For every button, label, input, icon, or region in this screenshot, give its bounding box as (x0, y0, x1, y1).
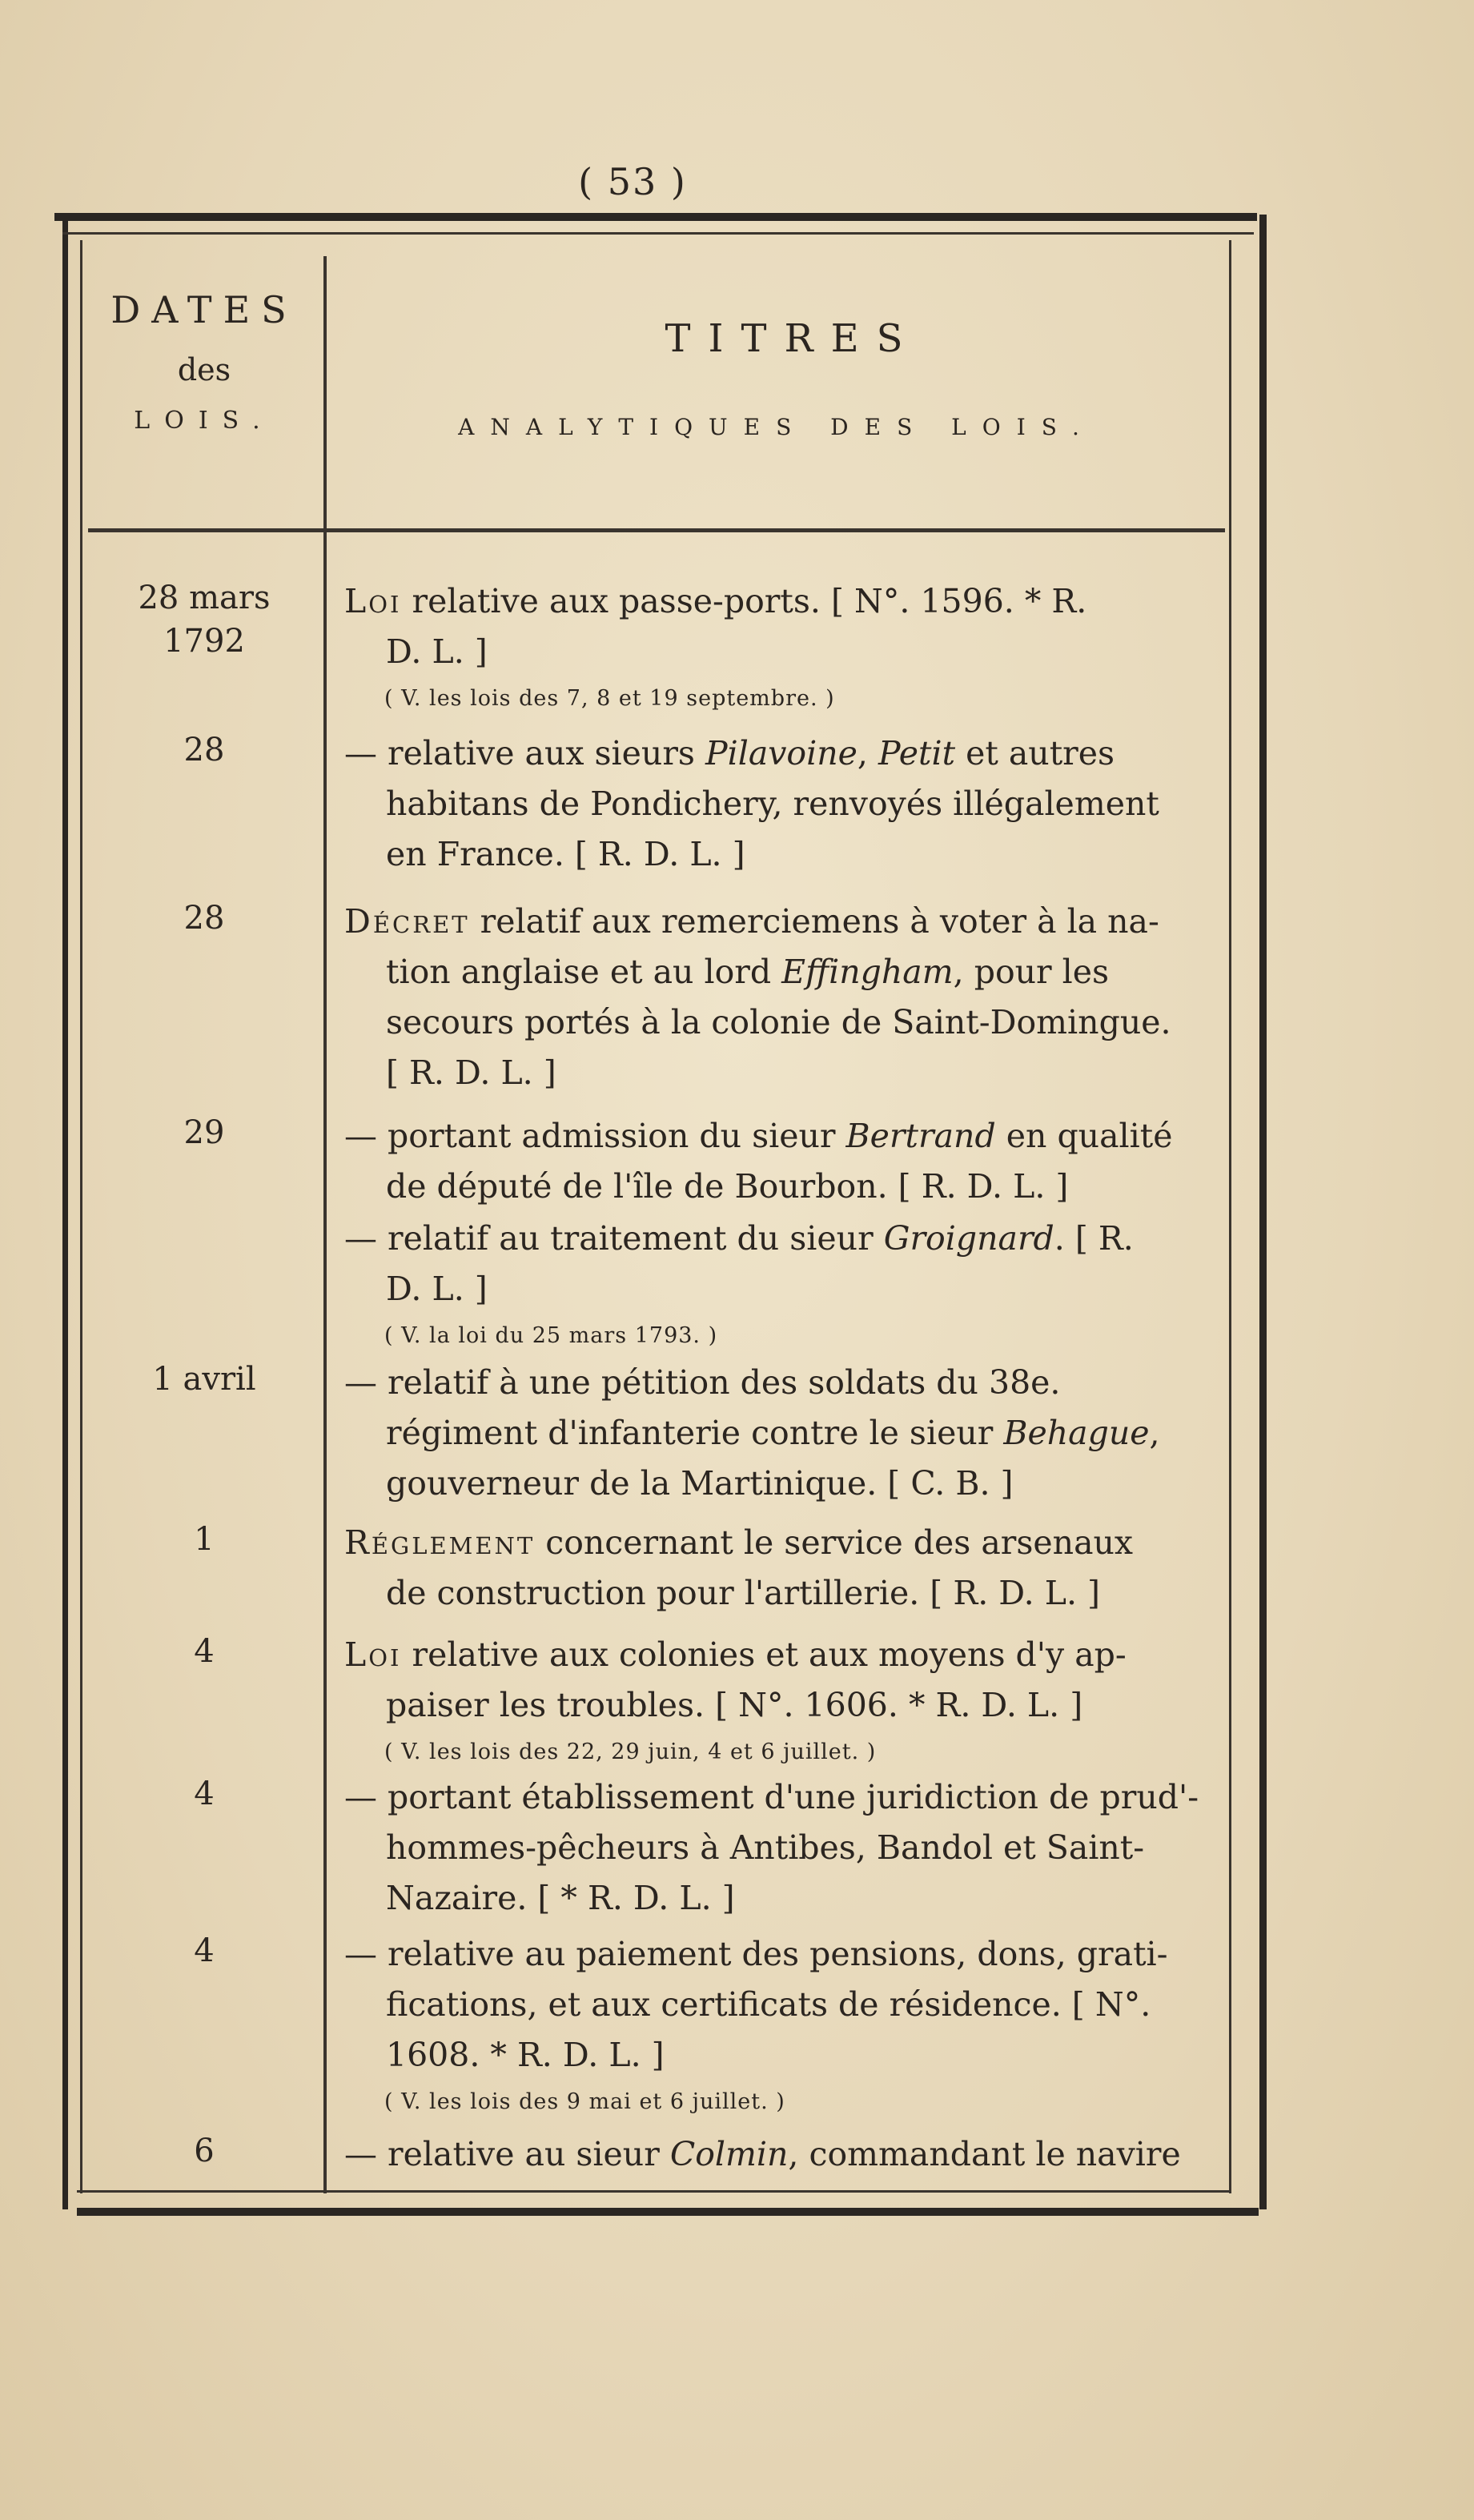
dates-des: des (177, 352, 231, 387)
inner-right-rule (1229, 240, 1231, 2193)
entry-line: 1608. * R. D. L. ] (386, 2036, 665, 2074)
entry-line: [ R. D. L. ] (386, 1053, 556, 1092)
dates-lois: LOIS. (134, 407, 275, 435)
entry-line: relative aux colonies et aux moyens d'y ap- (401, 1635, 1127, 1674)
entry-line: , pour les (953, 953, 1110, 991)
entry-lead: Loi (344, 1635, 402, 1674)
entry-line: — relative au sieur (344, 2135, 670, 2173)
entry-note: ( V. la loi du 25 mars 1793. ) (384, 1323, 718, 1348)
entry-date: 4 (194, 1776, 215, 1812)
entry-line: , commandant le navire (788, 2135, 1181, 2173)
entry-line: — relative au paiement des pensions, dons, grati- (344, 1935, 1168, 1973)
bottom-rule (77, 2208, 1259, 2216)
entry-date: 28 (183, 732, 225, 768)
entry-line: secours portés à la colonie de Saint-Domingue. (386, 1003, 1171, 1041)
person-name: Effingham (781, 953, 954, 991)
person-name: Behague (1003, 1414, 1150, 1452)
list-item (88, 897, 1225, 1111)
entry-text (344, 2129, 1217, 2180)
entry-line: de député de l'île de Bourbon. [ R. D. L. ] (386, 1167, 1069, 1206)
person-name: Colmin (669, 2135, 789, 2173)
entry-text (344, 1214, 1217, 1314)
list-item (88, 1772, 1225, 1929)
entries-list (88, 576, 1225, 2193)
person-name: Petit (878, 734, 956, 772)
entry-note: ( V. les lois des 22, 29 juin, 4 et 6 juillet. ) (384, 1740, 877, 1764)
list-item (88, 1518, 1225, 1630)
entry-line: habitans de Pondichery, renvoyés illégalement (386, 784, 1159, 823)
entry-line: paiser les troubles. [ N°. 1606. * R. D. L. ] (386, 1686, 1083, 1724)
entry-date: 4 (194, 1633, 215, 1670)
header-titres (336, 316, 1217, 440)
header-dates (88, 288, 320, 435)
entry-line: tion anglaise et au lord (386, 953, 782, 991)
list-item (88, 1630, 1225, 1772)
entry-date (88, 576, 320, 663)
entry-date: 29 (183, 1114, 225, 1151)
date-year: 1792 (163, 623, 245, 660)
entry-line: en qualité (995, 1117, 1173, 1155)
entry-date: 1 (194, 1521, 215, 1558)
top-inner-rule (62, 232, 1254, 235)
entry-line: en France. [ R. D. L. ] (386, 835, 745, 873)
titres-title: TITRES (665, 316, 921, 361)
entry-date: 1 avril (152, 1361, 256, 1398)
list-item (88, 2129, 1225, 2193)
entry-line: régiment d'infanterie contre le sieur (386, 1414, 1004, 1452)
entry-lead: Loi (344, 582, 402, 620)
entry-line: . [ R. (1054, 1219, 1134, 1258)
entry-line: Nazaire. [ * R. D. L. ] (386, 1879, 735, 1917)
entry-line: — relative aux sieurs (344, 734, 705, 772)
entry-text (344, 1929, 1217, 2081)
entry-line: D. L. ] (386, 1270, 488, 1308)
list-item (88, 1111, 1225, 1214)
inner-left-rule (80, 240, 82, 2193)
entry-line: fications, et aux certificats de résidence. [ N°. (386, 1985, 1151, 2024)
entry-line: de construction pour l'artillerie. [ R. D. L. ] (386, 1574, 1101, 1612)
date-day: 28 mars (138, 580, 271, 616)
entry-line: D. L. ] (386, 632, 488, 671)
entry-line: , (1149, 1414, 1160, 1452)
person-name: Bertrand (845, 1117, 996, 1155)
entry-line: relatif aux remerciemens à voter à la na- (469, 902, 1159, 941)
entry-line: — portant admission du sieur (344, 1117, 846, 1155)
header-separator (88, 528, 1225, 532)
entry-text (344, 1630, 1217, 1731)
dates-title: DATES (110, 288, 298, 331)
entry-text (344, 897, 1217, 1098)
entry-line: relative aux passe-ports. [ N°. 1596. * R. (412, 582, 1087, 620)
list-item (88, 576, 1225, 728)
person-name: Groignard (883, 1219, 1054, 1258)
entry-line: gouverneur de la Martinique. [ C. B. ] (386, 1464, 1014, 1503)
entry-line: — relatif au traitement du sieur (344, 1219, 884, 1258)
entry-lead: Réglement (344, 1523, 536, 1562)
entry-text (344, 1772, 1217, 1924)
entry-date: 4 (194, 1932, 215, 1969)
entry-line: — portant établissement d'une juridiction de prud'- (344, 1778, 1199, 1816)
list-item (88, 1358, 1225, 1518)
entry-text (344, 576, 1217, 677)
titres-subtitle: ANALYTIQUES DES LOIS. (458, 414, 1095, 440)
entry-text (344, 728, 1217, 880)
entry-date: 28 (183, 900, 225, 937)
entry-line: concernant le service des arsenaux (535, 1523, 1134, 1562)
person-name: Pilavoine (705, 734, 857, 772)
top-rule (54, 213, 1257, 221)
entry-lead: Décret (344, 902, 470, 941)
list-item (88, 1929, 1225, 2129)
entry-date: 6 (194, 2133, 215, 2169)
entry-text (344, 1358, 1217, 1509)
page-number: ( 53 ) (578, 160, 687, 203)
list-item (88, 728, 1225, 897)
entry-line: — relatif à une pétition des soldats du 38e. (344, 1363, 1061, 1402)
entry-line: et autres (955, 734, 1115, 772)
entry-line: hommes-pêcheurs à Antibes, Bandol et Saint- (386, 1828, 1145, 1867)
entry-text (344, 1111, 1217, 1212)
list-item (88, 1214, 1225, 1358)
entry-note: ( V. les lois des 7, 8 et 19 septembre. ) (384, 686, 835, 711)
entry-note: ( V. les lois des 9 mai et 6 juillet. ) (384, 2089, 785, 2114)
entry-text (344, 1518, 1217, 1619)
entry-line: , (857, 734, 878, 772)
